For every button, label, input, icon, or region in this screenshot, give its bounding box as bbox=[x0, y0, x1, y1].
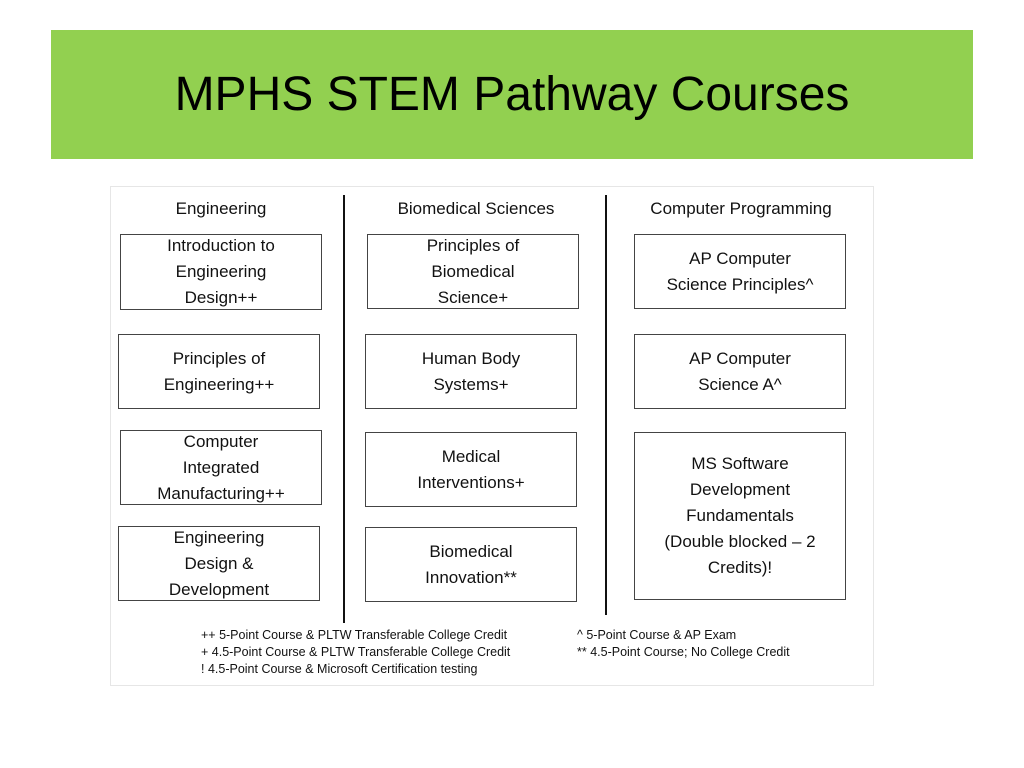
course-box: Engineering Design & Development bbox=[118, 526, 320, 601]
course-box: Computer Integrated Manufacturing++ bbox=[120, 430, 322, 505]
column-divider bbox=[605, 195, 607, 615]
course-box: AP Computer Science A^ bbox=[634, 334, 846, 409]
course-box: Biomedical Innovation** bbox=[365, 527, 577, 602]
column-heading-biomedical-sciences: Biomedical Sciences bbox=[397, 199, 555, 218]
column-heading-computer-programming: Computer Programming bbox=[650, 199, 832, 218]
course-box: Principles of Biomedical Science+ bbox=[367, 234, 579, 309]
course-box: Principles of Engineering++ bbox=[118, 334, 320, 409]
legend-left bbox=[201, 627, 510, 678]
slide-title: MPHS STEM Pathway Courses bbox=[174, 68, 850, 121]
legend-item: ++ 5-Point Course & PLTW Transferable College Credit bbox=[201, 628, 508, 642]
pathway-diagram bbox=[110, 186, 874, 686]
column-heading-engineering: Engineering bbox=[175, 199, 267, 218]
legend-item: + 4.5-Point Course & PLTW Transferable College Credit bbox=[201, 645, 511, 659]
course-box: Human Body Systems+ bbox=[365, 334, 577, 409]
course-box: Medical Interventions+ bbox=[365, 432, 577, 507]
course-box: Introduction to Engineering Design++ bbox=[120, 234, 322, 310]
course-box: MS Software Development Fundamentals (Double blocked – 2 Credits)! bbox=[634, 432, 846, 600]
title-banner bbox=[51, 30, 973, 159]
legend-right bbox=[577, 627, 790, 661]
course-box: AP Computer Science Principles^ bbox=[634, 234, 846, 309]
legend-item: ** 4.5-Point Course; No College Credit bbox=[577, 645, 790, 659]
legend-item: ! 4.5-Point Course & Microsoft Certification testing bbox=[201, 662, 478, 676]
legend-item: ^ 5-Point Course & AP Exam bbox=[577, 628, 737, 642]
column-divider bbox=[343, 195, 345, 623]
